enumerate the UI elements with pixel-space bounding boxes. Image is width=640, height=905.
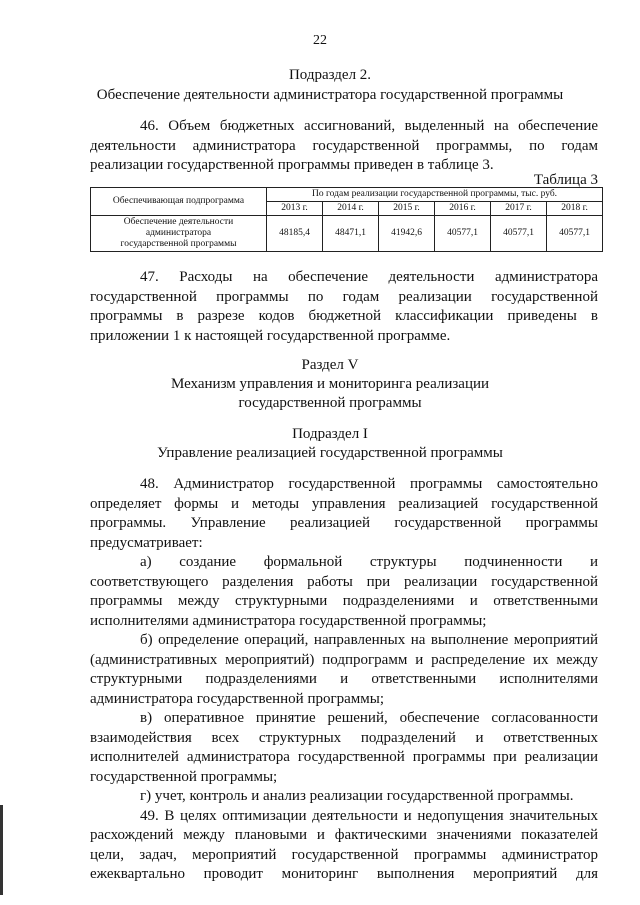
subsection1-heading: Подраздел I — [292, 426, 368, 442]
text-line: исполнителей администратора государственной программы при реализации — [90, 749, 598, 765]
text-line: структурными подразделениями и ответственными исполнителями — [90, 671, 598, 687]
list-item-b: б) определение операций, направленных на выполнение мероприятий — [140, 632, 598, 648]
text-line: деятельности администратора государственной программы, по годам — [90, 137, 598, 154]
row-label-line: государственной программы — [120, 239, 237, 249]
page-number: 22 — [313, 33, 327, 48]
list-item-a: а) создание формальной структуры подчиненности и — [140, 554, 598, 570]
paragraph-46 — [90, 117, 598, 176]
text-line: 46. Объем бюджетных ассигнований, выделенный на обеспечение — [140, 118, 598, 134]
value-cell: 40577,1 — [491, 216, 547, 252]
text-line: реализации государственной программы приведен в таблице 3. — [90, 157, 494, 173]
budget-table — [90, 187, 603, 252]
text-line: взаимодействия всех структурных подразделений и ответственных — [90, 729, 598, 746]
text-line: (административных мероприятий) подпрограмм и распределение их между — [90, 651, 598, 668]
text-line: цели, задач, мероприятий государственной программы администратор — [90, 846, 598, 863]
text-line: 48. Администратор государственной программы самостоятельно — [140, 476, 598, 492]
section5-title-line1: Механизм управления и мониторинга реализации — [170, 376, 490, 392]
list-item-g: г) учет, контроль и анализ реализации государственной программы. — [140, 788, 574, 804]
text-line: программы в разрезе кодов бюджетной классификации приведены в — [90, 308, 598, 324]
row-label-line: администратора — [145, 228, 212, 238]
text-line: соответствующего разделения работы при реализации государственной — [90, 573, 598, 590]
value-cell: 41942,6 — [379, 216, 435, 252]
value-cell: 48471,1 — [323, 216, 379, 252]
text-line: программы. Управление реализацией государственной программы — [90, 515, 598, 531]
value-cell: 48185,4 — [267, 216, 323, 252]
subsection2-title: Обеспечение деятельности администратора государственной программы — [96, 87, 564, 103]
subsection1-title: Управление реализацией государственной программы — [157, 445, 503, 461]
text-line: 47. Расходы на обеспечение деятельности администратора — [140, 269, 598, 285]
paragraph-47 — [90, 268, 598, 346]
subsection2-heading: Подраздел 2. — [288, 67, 372, 83]
text-line: государственной программы по годам реализации государственной — [90, 288, 598, 305]
section5-title-line2: государственной программы — [238, 395, 422, 411]
text-line: исполнителями администратора государственной программы; — [90, 612, 487, 629]
text-line: предусматривает: — [90, 534, 203, 551]
text-line: определяет формы и методы управления реализацией государственной — [90, 495, 598, 512]
row-label — [91, 216, 267, 252]
section5-heading: Раздел V — [301, 357, 359, 373]
header-year: 2016 г. — [435, 202, 491, 216]
header-year: 2015 г. — [379, 202, 435, 216]
paragraph-49: 49. В целях оптимизации деятельности и недопущения значительных — [140, 807, 598, 824]
header-year: 2014 г. — [323, 202, 379, 216]
row-label-line: Обеспечение деятельности — [123, 217, 234, 227]
header-subprogram: Обеспечивающая подпрограмма — [91, 188, 267, 216]
header-year: 2018 г. — [547, 202, 603, 216]
text-line: приложении 1 к настоящей государственной программе. — [90, 327, 451, 344]
scan-edge-mark — [0, 805, 3, 895]
text-line: расхождений между плановыми и фактическими значениями показателей — [90, 827, 598, 843]
value-cell: 40577,1 — [435, 216, 491, 252]
paragraph-48 — [90, 475, 598, 885]
text-line: администратора государственной программы; — [90, 690, 385, 707]
text-line: ежеквартально проводит мониторинг выполнения мероприятий для — [90, 866, 598, 882]
header-year: 2017 г. — [491, 202, 547, 216]
text-line: государственной программы; — [90, 768, 278, 785]
header-years-group: По годам реализации государственной программы, тыс. руб. — [267, 188, 603, 202]
value-cell: 40577,1 — [547, 216, 603, 252]
header-year: 2013 г. — [267, 202, 323, 216]
text-line: программы между структурными подразделениями и ответственными — [90, 593, 598, 609]
table-caption: Таблица 3 — [533, 172, 598, 188]
list-item-v: в) оперативное принятие решений, обеспечение согласованности — [140, 710, 598, 726]
